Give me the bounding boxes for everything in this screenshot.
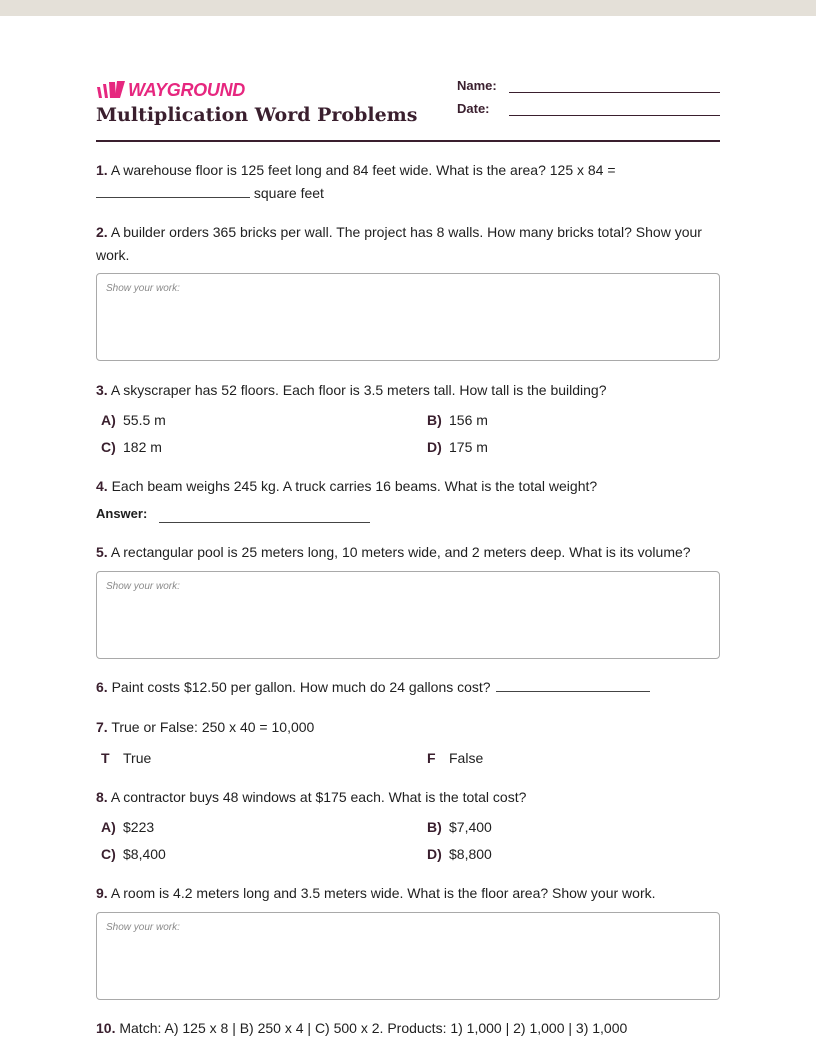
question-1	[96, 159, 720, 204]
question-6	[96, 676, 720, 699]
option-text: 175 m	[449, 439, 488, 455]
option-a[interactable]	[101, 819, 154, 835]
option-c[interactable]	[101, 439, 162, 455]
question-2	[96, 221, 720, 266]
option-letter: B)	[427, 412, 442, 428]
question-number: 5.	[96, 544, 108, 560]
question-text: A warehouse floor is 125 feet long and 84 feet wide. What is the area? 125 x 84 =	[110, 162, 616, 178]
option-text: False	[449, 750, 484, 766]
brand-logo-text: WAYGROUND	[128, 79, 245, 100]
option-true[interactable]	[101, 750, 151, 766]
option-c[interactable]	[101, 846, 166, 862]
question-text: A contractor buys 48 windows at $175 each. What is the total cost?	[110, 789, 527, 805]
option-letter: A)	[101, 412, 116, 428]
option-b[interactable]	[427, 819, 492, 835]
question-number: 3.	[96, 382, 108, 398]
answer-blank[interactable]	[496, 677, 650, 692]
option-b[interactable]	[427, 412, 488, 428]
top-bar	[0, 0, 816, 16]
question-number: 10.	[96, 1020, 116, 1036]
option-false[interactable]	[427, 750, 483, 766]
brand-logo	[96, 80, 245, 100]
question-text: Match: A) 125 x 8 | B) 250 x 4 | C) 500 x 2. Products: 1) 1,000 | 2) 1,000 | 3) 1,000	[119, 1020, 628, 1036]
option-letter: C)	[101, 846, 116, 862]
option-text: 182 m	[123, 439, 162, 455]
question-number: 8.	[96, 789, 108, 805]
option-text: $223	[123, 819, 155, 835]
answer-blank[interactable]	[96, 183, 250, 198]
question-4	[96, 475, 720, 498]
question-7	[96, 716, 720, 739]
work-box[interactable]	[96, 571, 720, 659]
option-text: $8,400	[123, 846, 166, 862]
option-text: $8,800	[449, 846, 492, 862]
worksheet-header	[96, 78, 720, 142]
question-number: 6.	[96, 679, 108, 695]
date-field	[457, 101, 720, 116]
question-number: 7.	[96, 719, 108, 735]
option-d[interactable]	[427, 846, 492, 862]
option-text: 156 m	[449, 412, 488, 428]
question-text: A rectangular pool is 25 meters long, 10 meters wide, and 2 meters deep. What is its volume?	[110, 544, 691, 560]
question-number: 2.	[96, 224, 108, 240]
question-8	[96, 786, 720, 809]
option-letter: B)	[427, 819, 442, 835]
question-text: Paint costs $12.50 per gallon. How much do 24 gallons cost?	[111, 679, 491, 695]
option-text: $7,400	[449, 819, 492, 835]
work-placeholder: Show your work:	[106, 581, 180, 592]
date-label: Date:	[457, 101, 490, 116]
name-label: Name:	[457, 78, 497, 93]
option-letter: C)	[101, 439, 116, 455]
question-10	[96, 1017, 720, 1040]
name-field	[457, 78, 720, 93]
date-input-line[interactable]	[509, 102, 720, 116]
work-box[interactable]	[96, 273, 720, 361]
answer-input-line[interactable]	[159, 522, 370, 523]
question-9	[96, 882, 720, 905]
wayground-logo-icon	[96, 81, 126, 99]
page-title: Multiplication Word Problems	[96, 104, 418, 126]
question-text: True or False: 250 x 40 = 10,000	[111, 719, 315, 735]
option-a[interactable]	[101, 412, 166, 428]
option-letter: D)	[427, 846, 442, 862]
work-box[interactable]	[96, 912, 720, 1000]
question-text: Each beam weighs 245 kg. A truck carries 16 beams. What is the total weight?	[111, 478, 598, 494]
answer-row	[96, 506, 147, 521]
question-3	[96, 379, 720, 402]
question-number: 4.	[96, 478, 108, 494]
question-text: A skyscraper has 52 floors. Each floor is 3.5 meters tall. How tall is the building?	[110, 382, 607, 398]
question-5	[96, 541, 720, 564]
option-text: True	[123, 750, 152, 766]
option-d[interactable]	[427, 439, 488, 455]
work-placeholder: Show your work:	[106, 922, 180, 933]
option-letter: T	[101, 750, 110, 766]
option-letter: D)	[427, 439, 442, 455]
question-text: A builder orders 365 bricks per wall. The project has 8 walls. How many bricks total? Show your work.	[96, 224, 702, 263]
question-number: 1.	[96, 162, 108, 178]
name-input-line[interactable]	[509, 79, 720, 93]
question-text: A room is 4.2 meters long and 3.5 meters wide. What is the floor area? Show your work.	[110, 885, 656, 901]
option-letter: A)	[101, 819, 116, 835]
work-placeholder: Show your work:	[106, 283, 180, 294]
question-number: 9.	[96, 885, 108, 901]
option-text: 55.5 m	[123, 412, 166, 428]
answer-label: Answer:	[96, 506, 148, 521]
option-letter: F	[427, 750, 436, 766]
answer-suffix: square feet	[253, 184, 324, 201]
